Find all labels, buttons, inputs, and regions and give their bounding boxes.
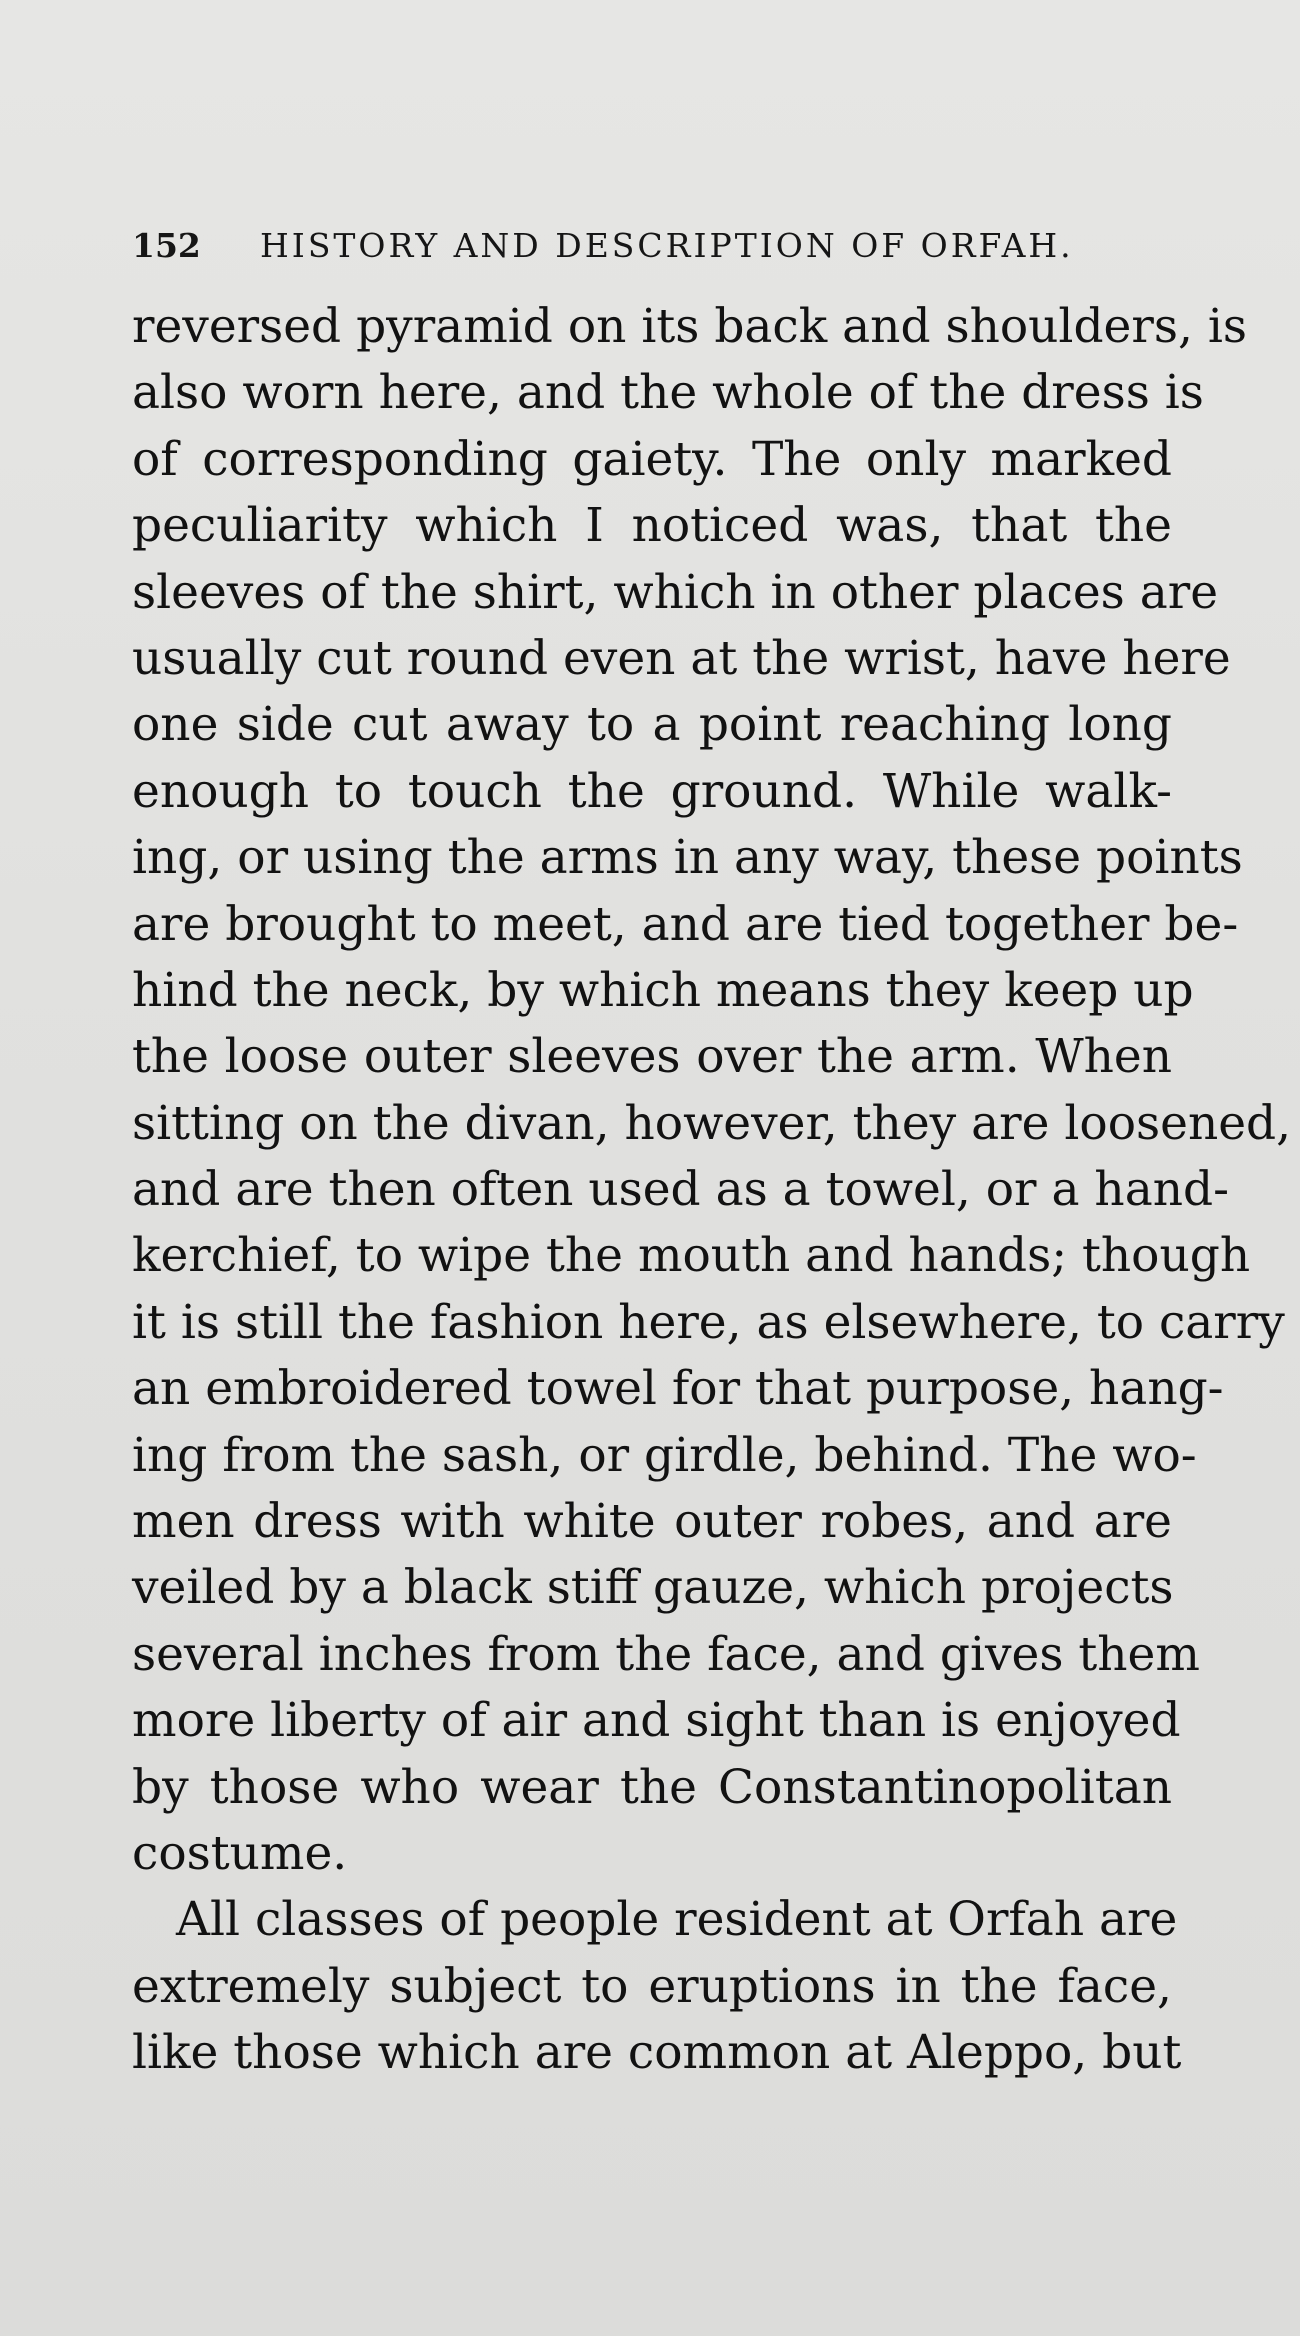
text-line: an embroidered towel for that purpose, hang- [132,1361,1224,1417]
text-line: also worn here, and the whole of the dress is [132,365,1204,421]
text-line: costume. [132,1825,348,1881]
text-line: and are then often used as a towel, or a hand- [132,1162,1229,1218]
text-line: usually cut round even at the wrist, have here [132,630,1231,686]
text-line: veiled by a black stiff gauze, which projects [132,1560,1174,1616]
text-line: ing, or using the arms in any way, these points [132,830,1243,886]
text-line: All classes of people resident at Orfah are [176,1892,1178,1948]
text-line: it is still the fashion here, as elsewhere, to carry [132,1294,1285,1350]
text-line: ing from the sash, or girdle, behind. The wo- [132,1427,1197,1483]
text-line: one side cut away to a point reaching long [132,697,1172,753]
text-line: by those who wear the Constantinopolitan [132,1759,1172,1815]
text-line: kerchief, to wipe the mouth and hands; though [132,1228,1251,1284]
text-line: of corresponding gaiety. The only marked [132,431,1172,487]
running-head [132,226,1172,265]
text-line: peculiarity which I noticed was, that the [132,498,1172,554]
text-line: sitting on the divan, however, they are loosened, [132,1095,1292,1151]
body-text [132,294,1292,2087]
text-line: like those which are common at Aleppo, but [132,2025,1182,2081]
page-number: 152 [132,226,201,265]
text-line: men dress with white outer robes, and are [132,1494,1172,1550]
text-line: enough to touch the ground. While walk- [132,763,1172,819]
text-line: sleeves of the shirt, which in other places are [132,564,1219,620]
text-line: several inches from the face, and gives them [132,1626,1200,1682]
text-line: are brought to meet, and are tied together be- [132,896,1239,952]
text-line: reversed pyramid on its back and shoulders, is [132,299,1247,354]
running-title: HISTORY AND DESCRIPTION OF ORFAH. [260,226,1074,265]
text-line: hind the neck, by which means they keep up [132,962,1194,1018]
text-line: the loose outer sleeves over the arm. When [132,1029,1172,1085]
text-line: extremely subject to eruptions in the face, [132,1958,1172,2014]
text-line: more liberty of air and sight than is enjoyed [132,1693,1181,1749]
